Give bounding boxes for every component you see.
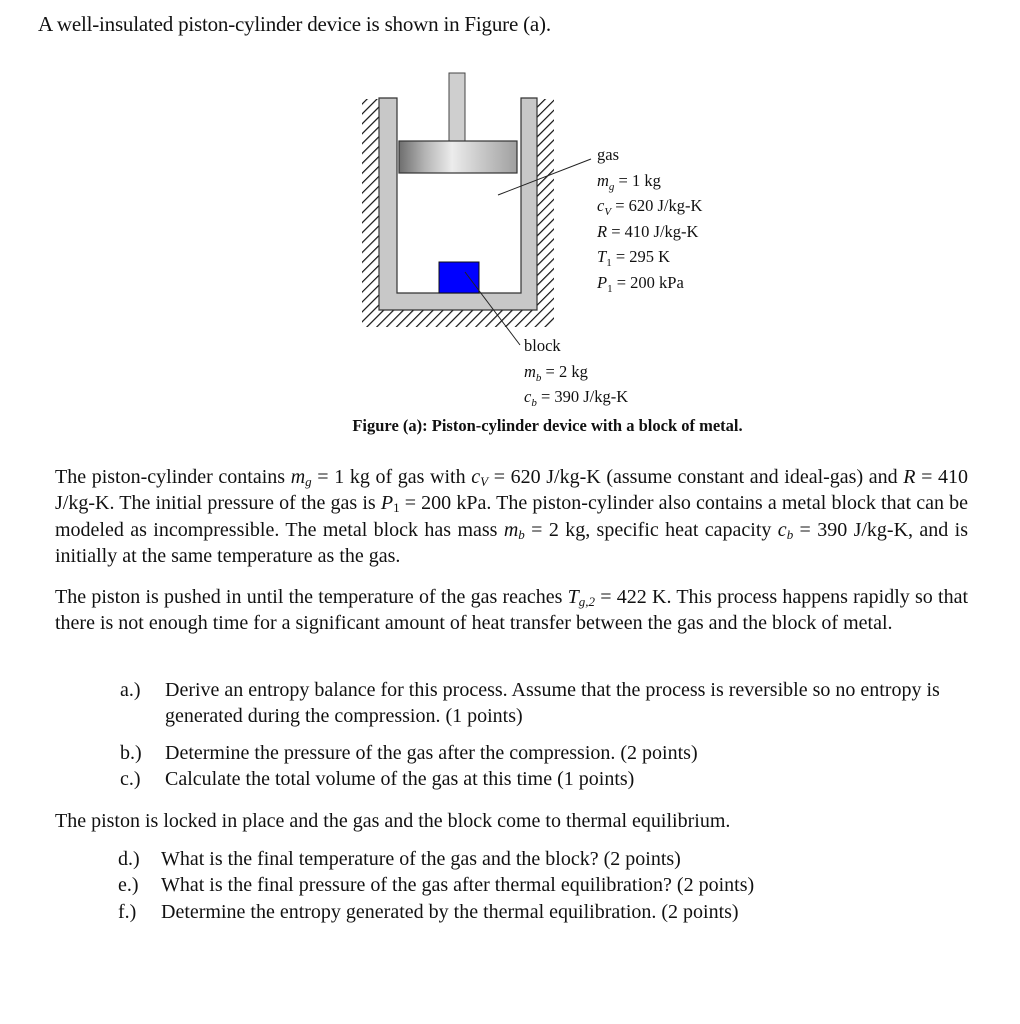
symbol: T (567, 586, 579, 608)
value: = 200 kPa (612, 272, 684, 292)
symbol: c (524, 387, 532, 406)
value: = 2 kg (541, 361, 588, 381)
subscript: 1 (606, 257, 612, 269)
symbol: m (524, 361, 536, 381)
gas-cv (597, 193, 702, 219)
question-letter: b.) (120, 741, 142, 764)
symbol: P (380, 492, 394, 515)
question-letter: c.) (120, 767, 141, 790)
symbol: c (597, 196, 605, 215)
gas-properties (597, 142, 702, 295)
symbol: R (903, 466, 916, 488)
text: = 200 kPa. The piston-cylinder also contains a metal block that can be modeled as incompressible. The metal block has mass (55, 492, 968, 541)
symbol: m (597, 170, 609, 190)
metal-block (439, 262, 479, 293)
value: = 620 J/kg-K (611, 196, 703, 215)
text: = 422 K. This process happens rapidly so that there is not enough time for a significant amount of heat transfer between the gas and the block of metal. (55, 586, 969, 635)
question-c (120, 766, 970, 792)
subscript: 1 (607, 282, 613, 295)
value: = 390 J/kg-K (536, 387, 629, 406)
subscript: V (604, 206, 612, 218)
intro-text: A well-insulated piston-cylinder device is shown in Figure (a). (38, 12, 551, 36)
subscript: b (531, 397, 537, 409)
paragraph-setup (55, 464, 968, 569)
question-text: Derive an entropy balance for this process. Assume that the process is reversible so no entropy is generated during the compression. (1 points) (165, 679, 940, 728)
symbol: c (471, 466, 481, 488)
subscript: b (786, 526, 794, 542)
subscript: g,2 (578, 594, 596, 609)
piston-cylinder-diagram (0, 0, 1020, 450)
question-b (120, 740, 970, 766)
question-text: Calculate the total volume of the gas at this time (1 points) (165, 767, 635, 790)
gas-p1 (597, 270, 702, 296)
block-mass (524, 359, 628, 385)
question-letter: a.) (120, 679, 141, 701)
question-f (118, 899, 968, 925)
value: = 295 K (611, 247, 671, 266)
figure-a (0, 0, 1020, 450)
symbol: c (777, 518, 787, 541)
subscript: V (480, 474, 489, 489)
gas-t1 (597, 244, 702, 270)
text: The piston is pushed in until the temperature of the gas reaches (55, 586, 568, 608)
question-letter: f.) (118, 900, 137, 923)
text: = 2 kg, specific heat capacity (524, 518, 778, 541)
symbol: R (597, 221, 608, 241)
question-letter: d.) (118, 848, 140, 870)
paragraph-compression (55, 584, 968, 637)
subscript: b (518, 526, 525, 542)
block-title: block (524, 336, 561, 355)
question-e (118, 872, 968, 898)
questions-part-2 (118, 846, 968, 925)
piston-rod (449, 73, 465, 141)
subscript: b (535, 371, 542, 384)
question-text: What is the final pressure of the gas after thermal equilibration? (2 points) (161, 874, 755, 897)
text: = 390 J/kg-K, and is initially at the same temperature as the gas. (55, 518, 968, 567)
symbol: m (503, 518, 519, 541)
paragraph-equilibrium: The piston is locked in place and the gas and the block come to thermal equilibrium. (55, 810, 731, 832)
figure-caption: Figure (a): Piston-cylinder device with a block of metal. (352, 416, 743, 435)
text: = 620 J/kg-K (assume constant and ideal-gas) and (488, 466, 904, 488)
symbol: P (597, 272, 608, 292)
question-text: What is the final temperature of the gas and the block? (2 points) (161, 848, 681, 870)
gas-title: gas (597, 145, 619, 164)
symbol: m (290, 466, 306, 488)
value: = 410 J/kg-K (607, 221, 699, 241)
subscript: g (608, 180, 615, 193)
question-text: Determine the entropy generated by the thermal equilibration. (2 points) (161, 900, 739, 923)
gas-mass (597, 168, 702, 194)
question-a (120, 677, 970, 730)
text: = 410 J/kg-K. The initial pressure of the gas is (55, 466, 969, 515)
text: The piston-cylinder contains (55, 466, 291, 488)
question-text: Determine the pressure of the gas after the compression. (2 points) (165, 741, 698, 764)
question-d (118, 846, 968, 872)
block-cb (524, 384, 628, 410)
block-properties (524, 333, 628, 410)
subscript: g (305, 474, 312, 489)
question-letter: e.) (118, 874, 139, 897)
symbol: T (597, 247, 607, 266)
gas-r (597, 219, 702, 245)
text: = 1 kg of gas with (311, 466, 472, 488)
piston (399, 141, 517, 173)
value: = 1 kg (614, 170, 661, 190)
subscript: 1 (393, 500, 400, 516)
questions-part-1 (120, 677, 970, 792)
